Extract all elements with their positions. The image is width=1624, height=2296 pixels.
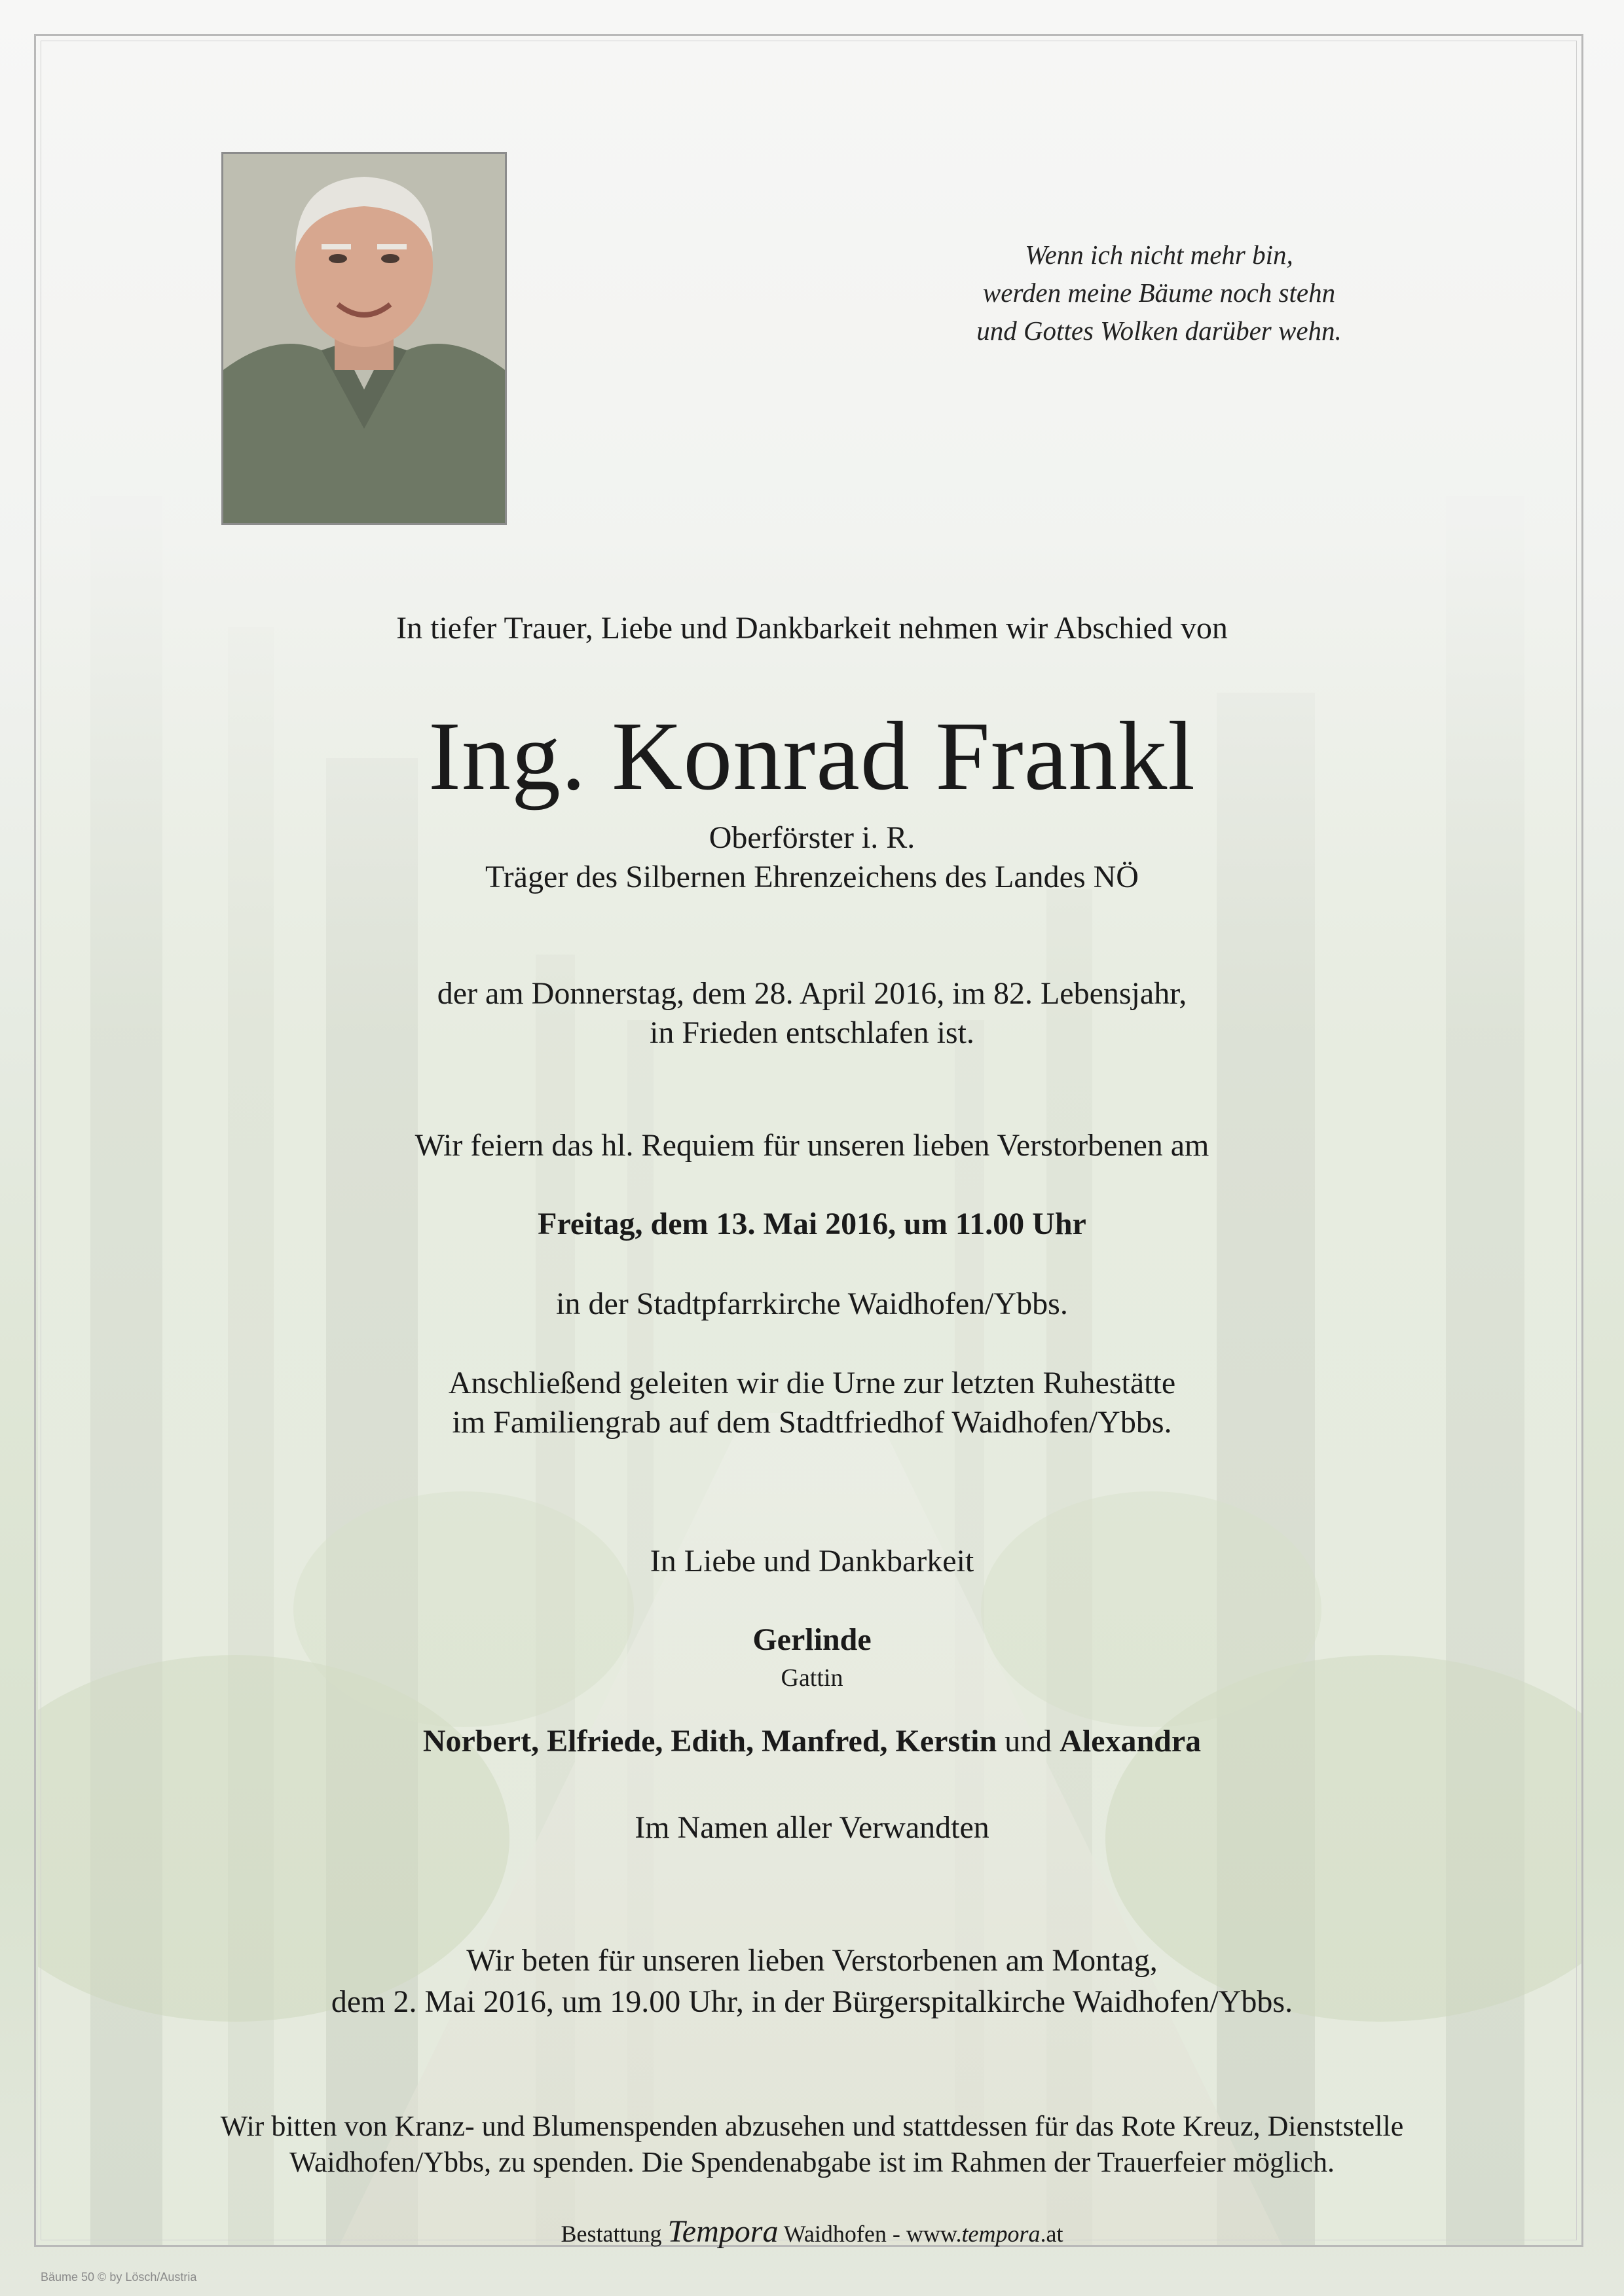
undertaker-prefix: Bestattung (561, 2221, 662, 2247)
wife-name: Gerlinde (752, 1622, 872, 1657)
children-names: Norbert, Elfriede, Edith, Manfred, Kerstin (422, 1724, 997, 1758)
undertaker-domain-tld: .at (1040, 2221, 1063, 2247)
title-line: Träger des Silbernen Ehrenzeichens des Landes NÖ (485, 860, 1139, 894)
memorial-quote (851, 236, 1467, 350)
donation-line: Waidhofen/Ybbs, zu spenden. Die Spendenabgabe ist im Rahmen der Trauerfeier möglich. (289, 2146, 1335, 2178)
deceased-name: Ing. Konrad Frankl (428, 702, 1196, 811)
quote-line: Wenn ich nicht mehr bin, (1025, 240, 1293, 270)
death-line: in Frieden entschlafen ist. (650, 1015, 974, 1050)
relatives-text: Im Namen aller Verwandten (635, 1810, 989, 1845)
children-list (0, 1722, 1624, 1761)
burial-line: im Familiengrab auf dem Stadtfriedhof Waidhofen/Ybbs. (452, 1405, 1172, 1440)
imprint: Bäume 50 © by Lösch/Austria (41, 2270, 197, 2284)
undertaker-suffix: Waidhofen - www. (783, 2221, 962, 2247)
title-line: Oberförster i. R. (709, 820, 915, 855)
closing-text: In Liebe und Dankbarkeit (650, 1544, 974, 1578)
undertaker-domain-brand: tempora (961, 2221, 1041, 2247)
wife-role: Gattin (781, 1664, 843, 1692)
burial-line: Anschließend geleiten wir die Urne zur letzten Ruhestätte (448, 1366, 1176, 1400)
donation-line: Wir bitten von Kranz- und Blumenspenden abzusehen und stattdessen für das Rote Kreuz, Dienststelle (220, 2110, 1404, 2142)
requiem-place: in der Stadtpfarrkirche Waidhofen/Ybbs. (556, 1286, 1068, 1321)
tempora-logo: Tempora (667, 2214, 779, 2249)
portrait-image (223, 154, 505, 523)
intro-text: In tiefer Trauer, Liebe und Dankbarkeit nehmen wir Abschied von (396, 611, 1228, 646)
undertaker-line (0, 2215, 1624, 2250)
children-and: und (1005, 1724, 1052, 1758)
quote-line: und Gottes Wolken darüber wehn. (976, 316, 1342, 346)
portrait-photo (221, 152, 507, 525)
requiem-date: Freitag, dem 13. Mai 2016, um 11.00 Uhr (538, 1207, 1086, 1241)
death-line: der am Donnerstag, dem 28. April 2016, im 82. Lebensjahr, (437, 976, 1187, 1011)
prayer-line: dem 2. Mai 2016, um 19.00 Uhr, in der Bürgerspitalkirche Waidhofen/Ybbs. (331, 1984, 1293, 2019)
quote-line: werden meine Bäume noch stehn (982, 278, 1336, 308)
prayer-line: Wir beten für unseren lieben Verstorbenen am Montag, (466, 1943, 1158, 1978)
children-last: Alexandra (1060, 1724, 1202, 1758)
requiem-intro: Wir feiern das hl. Requiem für unseren lieben Verstorbenen am (415, 1128, 1209, 1163)
